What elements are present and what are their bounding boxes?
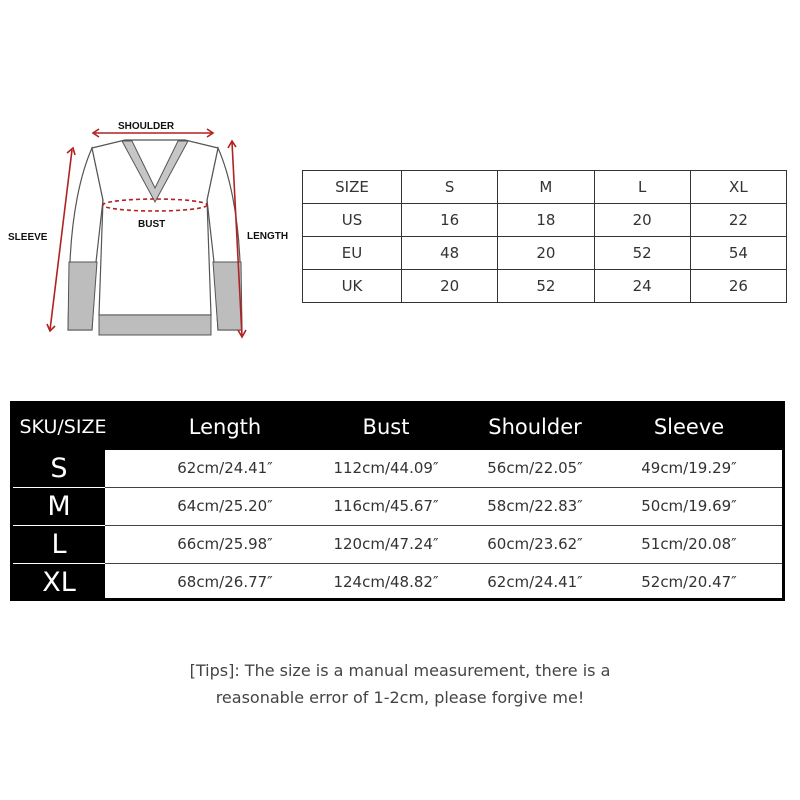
measurement-cell: 112cm/44.09″ xyxy=(333,459,439,477)
conversion-cell: EU xyxy=(303,237,402,270)
measurement-cell: 66cm/25.98″ xyxy=(177,535,273,553)
conversion-cell: 20 xyxy=(594,204,690,237)
measurement-cell: 116cm/45.67″ xyxy=(333,497,439,515)
conversion-cell: 18 xyxy=(498,204,594,237)
measurement-cell: 120cm/47.24″ xyxy=(333,535,439,553)
measurement-cell: 49cm/19.29″ xyxy=(641,459,737,477)
tips-line: reasonable error of 1-2cm, please forgive me! xyxy=(215,688,585,707)
size-cell: M xyxy=(13,488,105,525)
measurement-cell: 58cm/22.83″ xyxy=(487,497,583,515)
conversion-cell: 26 xyxy=(690,270,786,303)
conversion-cell: 54 xyxy=(690,237,786,270)
conversion-header-row xyxy=(303,171,787,204)
size-conversion-table xyxy=(302,170,787,303)
size-cell: XL xyxy=(13,564,105,601)
measurements-header-cell: Bust xyxy=(362,415,410,439)
conversion-cell: 52 xyxy=(498,270,594,303)
conversion-cell: 52 xyxy=(594,237,690,270)
measurements-row xyxy=(13,450,782,487)
measurement-cell: 62cm/24.41″ xyxy=(487,573,583,591)
measurement-cell: 51cm/20.08″ xyxy=(641,535,737,553)
measurement-cell: 64cm/25.20″ xyxy=(177,497,273,515)
sweater-diagram xyxy=(0,100,310,350)
conversion-cell: 20 xyxy=(498,237,594,270)
conversion-cell: UK xyxy=(303,270,402,303)
measurements-row xyxy=(13,526,782,563)
measurements-header-cell: SKU/SIZE xyxy=(19,416,107,438)
length-label: LENGTH xyxy=(247,231,289,242)
measurements-row xyxy=(13,564,782,601)
measurement-cell: 50cm/19.69″ xyxy=(641,497,737,515)
conversion-cell: 20 xyxy=(402,270,498,303)
conversion-header-cell: XL xyxy=(690,171,786,204)
conversion-cell: 16 xyxy=(402,204,498,237)
conversion-row xyxy=(303,204,787,237)
conversion-header-cell: SIZE xyxy=(303,171,402,204)
conversion-cell: 24 xyxy=(594,270,690,303)
conversion-cell: US xyxy=(303,204,402,237)
conversion-cell: 48 xyxy=(402,237,498,270)
shoulder-label: SHOULDER xyxy=(118,121,175,132)
bust-label: BUST xyxy=(138,219,166,230)
size-cell: S xyxy=(13,450,105,487)
measurement-cell: 52cm/20.47″ xyxy=(641,573,737,591)
measurement-cell: 124cm/48.82″ xyxy=(333,573,439,591)
conversion-row xyxy=(303,270,787,303)
measurements-header-cell: Length xyxy=(188,415,262,439)
measurements-header-row xyxy=(13,404,782,450)
size-cell: L xyxy=(13,526,105,563)
measurements-header-cell: Shoulder xyxy=(488,415,582,439)
tips-note xyxy=(0,657,800,711)
measurements-row xyxy=(13,488,782,525)
measurement-cell: 60cm/23.62″ xyxy=(487,535,583,553)
conversion-header-cell: L xyxy=(594,171,690,204)
measurement-cell: 68cm/26.77″ xyxy=(177,573,273,591)
conversion-row xyxy=(303,237,787,270)
conversion-header-cell: S xyxy=(402,171,498,204)
measurement-cell: 56cm/22.05″ xyxy=(487,459,583,477)
tips-line: [Tips]: The size is a manual measurement, there is a xyxy=(189,661,611,680)
conversion-header-cell: M xyxy=(498,171,594,204)
measurements-table xyxy=(10,401,785,601)
conversion-cell: 22 xyxy=(690,204,786,237)
measurement-cell: 62cm/24.41″ xyxy=(177,459,273,477)
measurements-header-cell: Sleeve xyxy=(653,415,725,439)
sleeve-label: SLEEVE xyxy=(8,232,48,243)
